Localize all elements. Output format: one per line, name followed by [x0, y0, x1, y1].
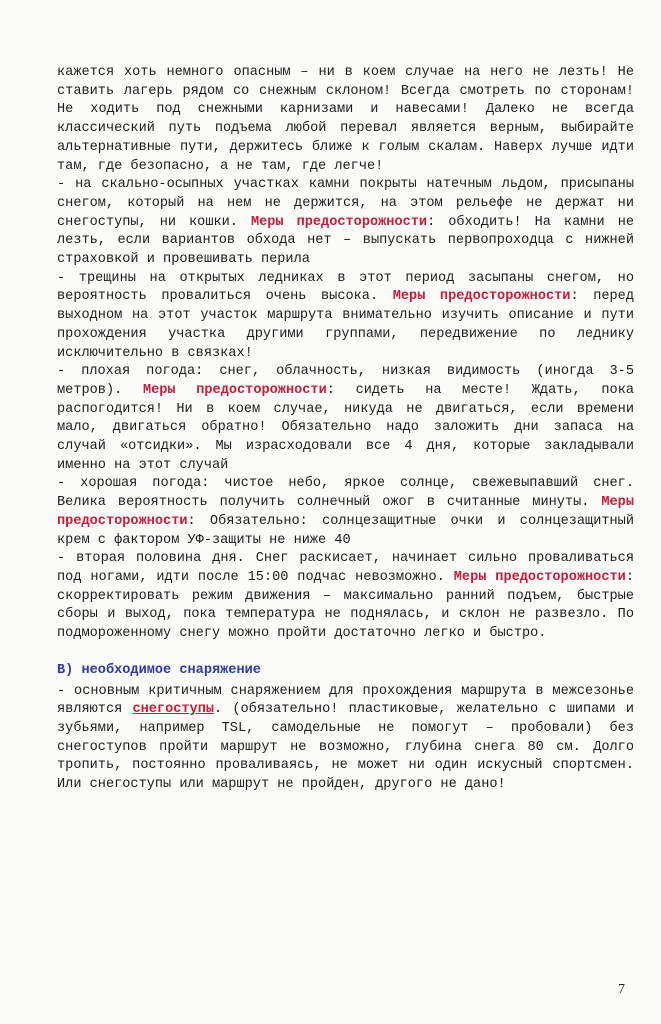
- precaution-label: Меры предосторожности: [142, 382, 327, 398]
- paragraph-text: кажется хоть немного опасным – ни в коем случае на него не лезть! Не ставить лагерь рядом со снежным склоном! Всегда смотреть по сторонам! Не ходить под снежными карнизами и навесами! Далеко не всегда классический путь подъема любой перевал является верным, выбирайте альтернативные пути, держитесь ближе к голым скалам. Наверх лучше идти там, где безопасно, а не там, где легче!: [57, 65, 634, 174]
- paragraph-equipment: [57, 683, 634, 795]
- paragraph-text: : перед выходном на этот участок маршрута внимательно изучить описание и пути прохождения участка другими группами, передвижение по леднику исключительно в связках!: [57, 289, 635, 361]
- precaution-label: Меры предосторожности: [57, 495, 634, 529]
- paragraph-text: - трещины на открытых ледниках в этот период засыпаны снегом, но вероятность провалиться очень высока.: [57, 270, 634, 305]
- document-body: [57, 64, 634, 795]
- equipment-highlight: снегоступы: [132, 702, 215, 718]
- paragraph-crevasses: [57, 270, 634, 364]
- paragraph-text: - на скально-осыпных участках камни покрыты натечным льдом, присыпаны снегом, который на нем не держится, на этом рельефе не держат ни снегоступы, ни кошки.: [57, 177, 634, 230]
- page-number: 7: [618, 982, 625, 997]
- precaution-label: Меры предосторожности: [250, 214, 428, 230]
- paragraph-text: : Обязательно: солнцезащитные очки и солнцезащитный крем с фактором УФ-защиты не ниже 40: [57, 513, 634, 548]
- paragraph-afternoon: [57, 550, 634, 644]
- precaution-label: Меры предосторожности: [392, 289, 571, 305]
- paragraph-good-weather: [57, 475, 634, 550]
- paragraph-intro: [57, 64, 634, 176]
- paragraph-text: : сидеть на месте! Ждать, пока распогодится! Ни в коем случае, никуда не двигаться, если времени мало, двигаться обратно! Обязательно надо заложить дни запаса на случай «отсидки». Мы израсходовали все 4 дня, которые закладывали именно на этот случай: [57, 382, 635, 473]
- paragraph-text: - хорошая погода: чистое небо, яркое солнце, свежевыпавший снег. Велика вероятность получить солнечный ожог в считанные минуты.: [57, 476, 634, 511]
- paragraph-text: . (обязательно! пластиковые, желательно с шипами и зубьями, например TSL, самодельные не помогут – пробовали) без снегоступов пройти маршрут не возможно, глубина снега 80 см. Долго тропить, постоянно проваливаясь, не может ни один искусный спортсмен. Или снегоступы или маршрут не пройден, другого не дано!: [57, 702, 634, 793]
- paragraph-bad-weather: [57, 363, 634, 475]
- paragraph-text: : скорректировать режим движения – максимально ранний подъем, быстрые сборы и выход, пока температура не поднялась, и склон не развезло. По подмороженному снегу можно пройти достаточно легко и быстро.: [57, 569, 634, 642]
- precaution-label: Меры предосторожности: [453, 569, 626, 585]
- paragraph-text: : обходить! На камни не лезть, если вариантов обхода нет – выпускать первопроходца с нижней страховкой и провешивать перила: [57, 214, 635, 268]
- section-heading: B) необходимое снаряжение: [57, 662, 261, 678]
- paragraph-text: - вторая половина дня. Снег раскисает, начинает сильно проваливаться под ногами, идти после 15:00 подчас невозможно.: [57, 551, 634, 585]
- paragraph-text: - плохая погода: снег, облачность, низкая видимость (иногда 3-5 метров).: [57, 364, 634, 398]
- paragraph-rocks: [57, 176, 634, 270]
- paragraph-text: - основным критичным снаряжением для прохождения маршрута в межсезонье являются: [57, 683, 634, 718]
